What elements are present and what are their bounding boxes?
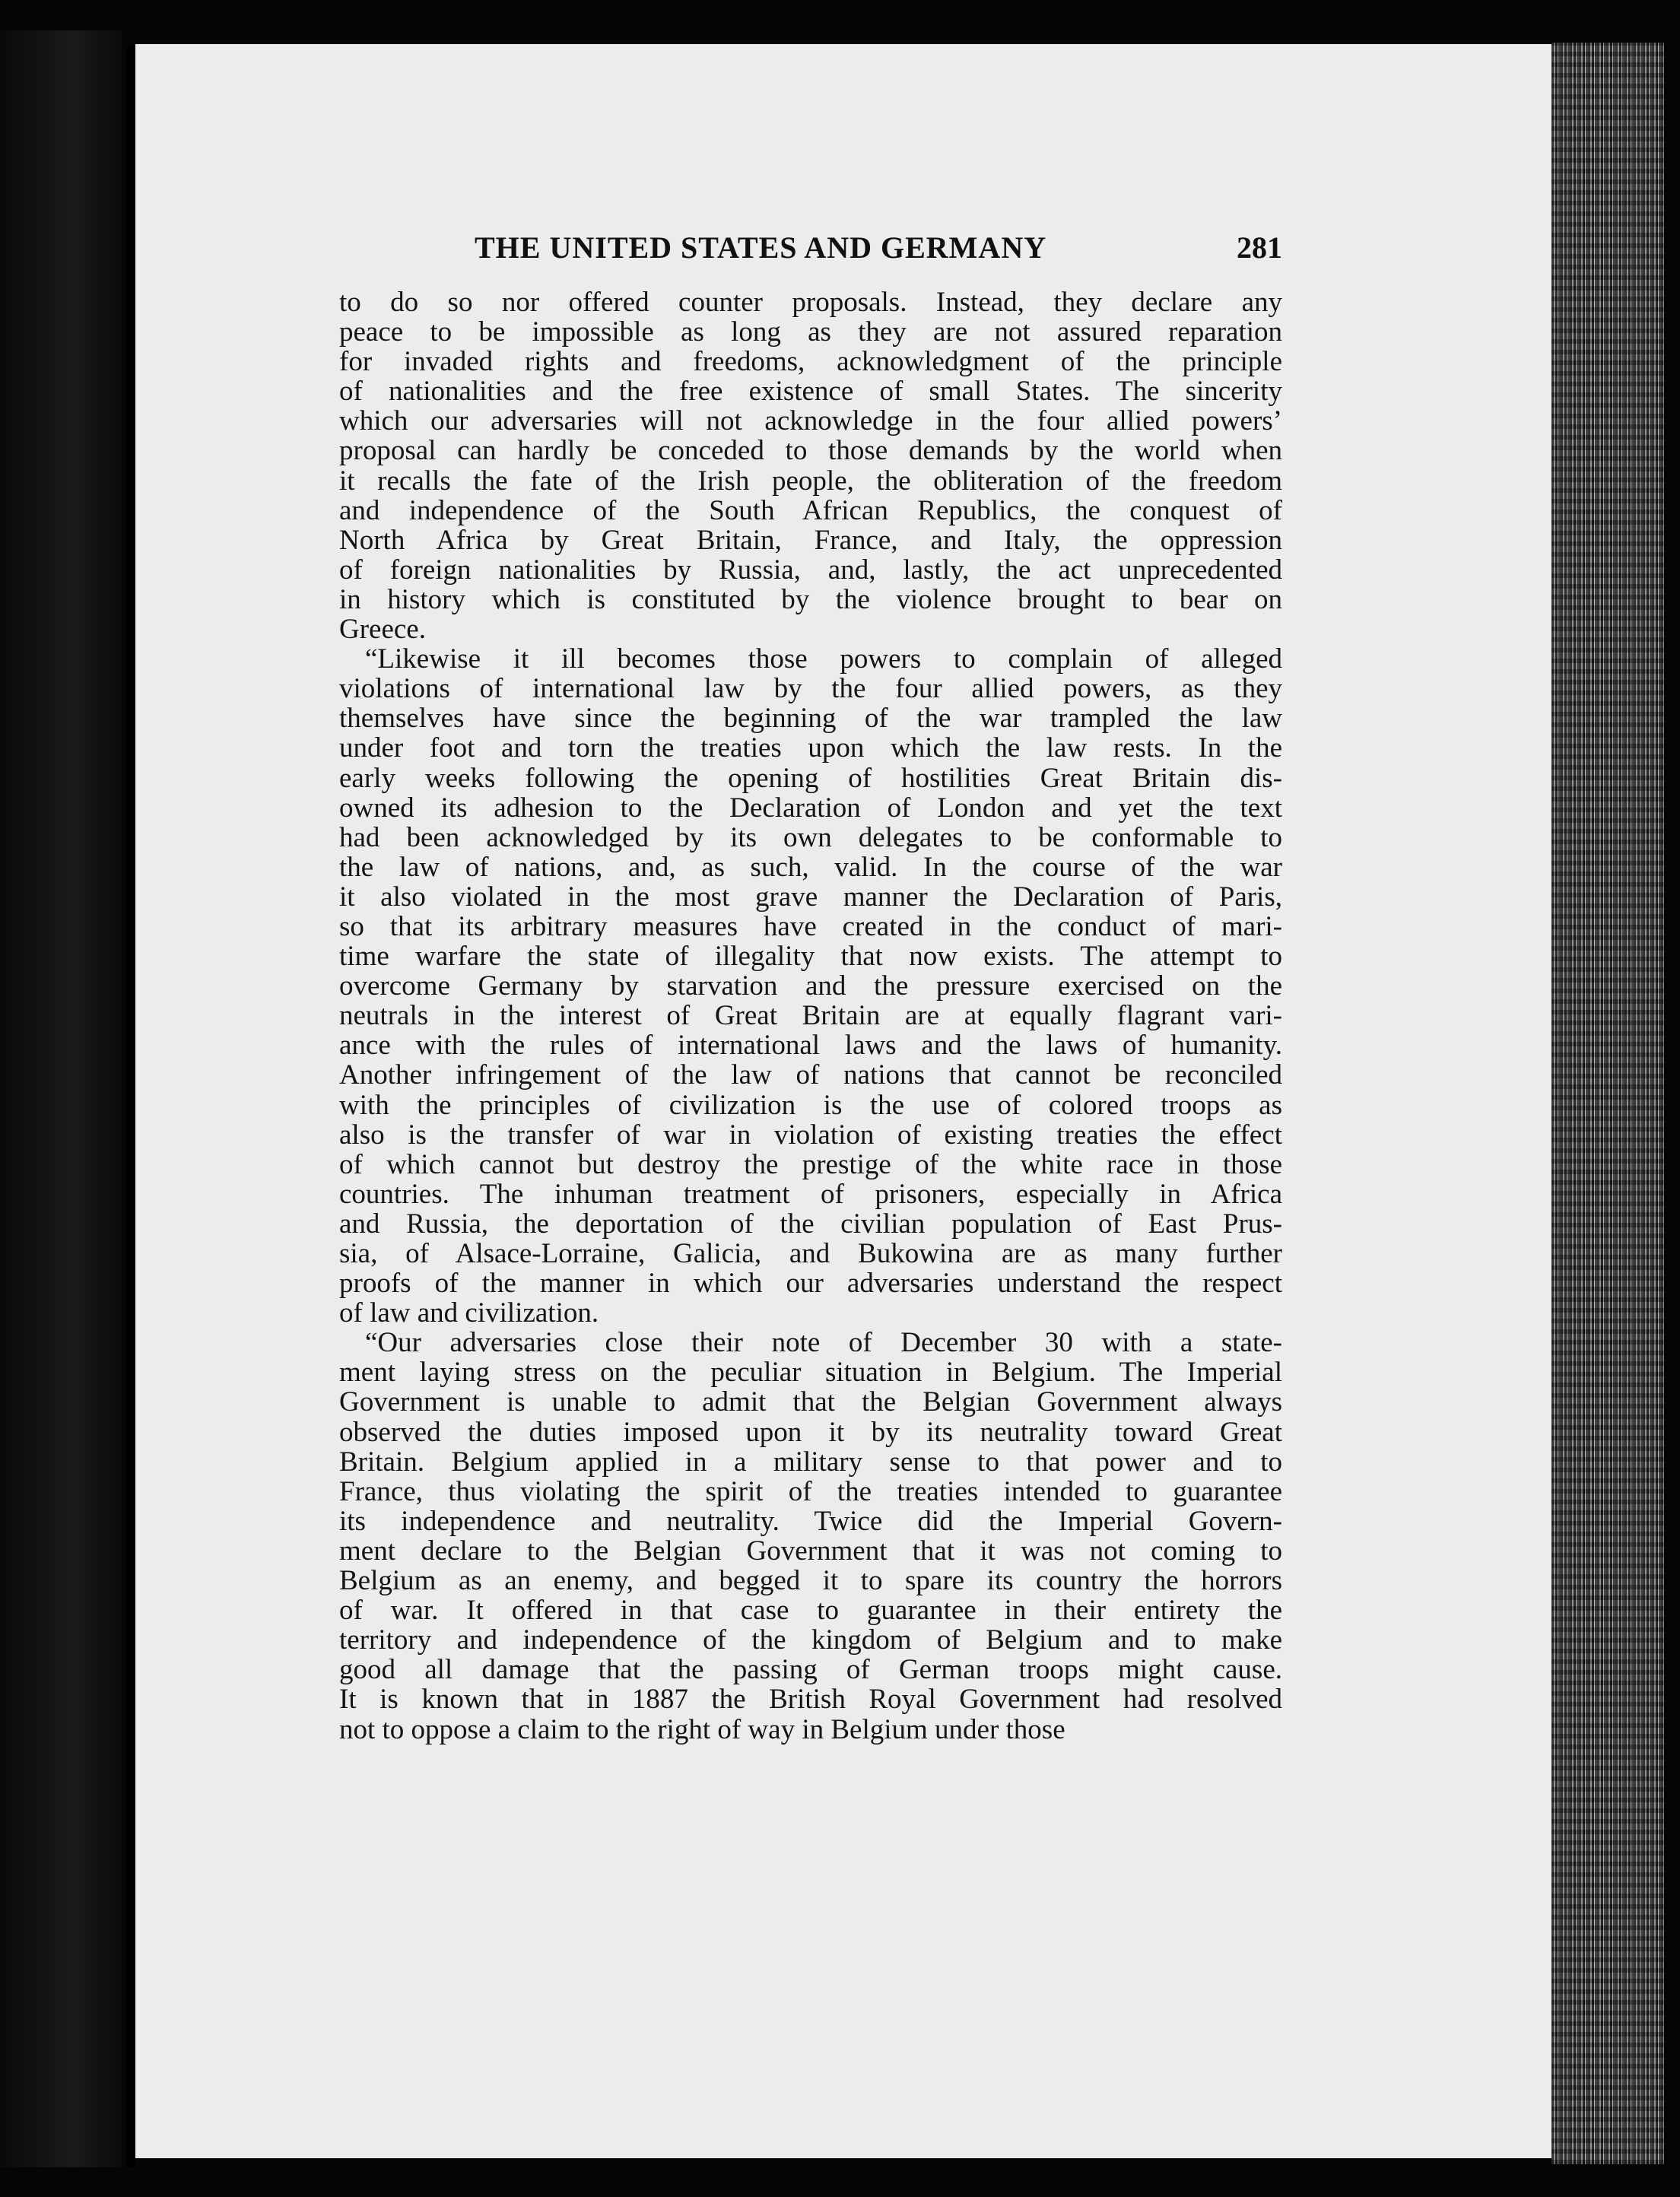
text-line: sia, of Alsace-Lorraine, Galicia, and Bukowina are as many further xyxy=(339,1238,1282,1269)
text-line: peace to be impossible as long as they are not assured reparation xyxy=(339,316,1282,348)
text-line: and independence of the South African Republics, the conquest of xyxy=(339,494,1282,526)
text-line: owned its adhesion to the Declaration of London and yet the text xyxy=(339,792,1282,824)
text-line: of nationalities and the free existence of small States. The sincerity xyxy=(339,376,1282,408)
text-line: Government is unable to admit that the Belgian Government always xyxy=(339,1386,1282,1418)
text-line: early weeks following the opening of hostilities Great Britain dis- xyxy=(339,762,1282,794)
text-line: of foreign nationalities by Russia, and, lastly, the act unprecedented xyxy=(339,554,1282,586)
text-line: North Africa by Great Britain, France, and Italy, the oppression xyxy=(339,524,1282,556)
text-line: the law of nations, and, as such, valid. In the course of the war xyxy=(339,851,1282,883)
paragraph xyxy=(339,1328,1282,1744)
text-line: ment declare to the Belgian Government that it was not coming to xyxy=(339,1535,1282,1567)
text-line: neutrals in the interest of Great Britain are at equally flagrant vari- xyxy=(339,1000,1282,1032)
text-line: territory and independence of the kingdom of Belgium and to make xyxy=(339,1624,1282,1656)
text-line: to do so nor offered counter proposals. Instead, they declare any xyxy=(339,287,1282,318)
text-line: overcome Germany by starvation and the pressure exercised on the xyxy=(339,970,1282,1002)
text-line: violations of international law by the four allied powers, as they xyxy=(339,673,1282,705)
text-line: of law and civilization. xyxy=(339,1297,599,1329)
text-line: it also violated in the most grave manner the Declaration of Paris, xyxy=(339,881,1282,913)
text-line: in history which is constituted by the violence brought to bear on xyxy=(339,583,1282,615)
text-line: time warfare the state of illegality that now exists. The attempt to xyxy=(339,941,1282,973)
text-line: under foot and torn the treaties upon which the law rests. In the xyxy=(339,732,1282,764)
text-line: Greece. xyxy=(339,614,426,646)
text-line: so that its arbitrary measures have created in the conduct of mari- xyxy=(339,910,1282,942)
text-line: “Our adversaries close their note of December 30 with a state- xyxy=(365,1327,1282,1359)
text-line: also is the transfer of war in violation of existing treaties the effect xyxy=(339,1119,1282,1151)
text-line: “Likewise it ill becomes those powers to complain of alleged xyxy=(365,643,1282,675)
text-line: and Russia, the deportation of the civilian population of East Prus- xyxy=(339,1208,1282,1240)
text-line: of which cannot but destroy the prestige of the white race in those xyxy=(339,1148,1282,1180)
text-line: with the principles of civilization is the use of colored troops as xyxy=(339,1089,1282,1121)
text-line: which our adversaries will not acknowledge in the four allied powers’ xyxy=(339,405,1282,437)
text-line: of war. It offered in that case to guarantee in their entirety the xyxy=(339,1595,1282,1627)
body-text xyxy=(339,287,1282,1745)
text-line: had been acknowledged by its own delegates to be conformable to xyxy=(339,821,1282,853)
text-line: observed the duties imposed upon it by its neutrality toward Great xyxy=(339,1416,1282,1448)
text-line: Another infringement of the law of nations that cannot be reconciled xyxy=(339,1059,1282,1091)
paragraph xyxy=(339,287,1282,644)
text-line: It is known that in 1887 the British Royal Government had resolved xyxy=(339,1684,1282,1716)
text-line: not to oppose a claim to the right of way in Belgium under those xyxy=(339,1713,1065,1745)
text-line: its independence and neutrality. Twice did the Imperial Govern- xyxy=(339,1505,1282,1537)
text-line: Britain. Belgium applied in a military sense to that power and to xyxy=(339,1446,1282,1478)
text-line: proofs of the manner in which our adversaries understand the respect xyxy=(339,1268,1282,1300)
paragraph xyxy=(339,644,1282,1328)
text-line: for invaded rights and freedoms, acknowledgment of the principle xyxy=(339,346,1282,378)
text-line: proposal can hardly be conceded to those demands by the world when xyxy=(339,435,1282,467)
text-line: countries. The inhuman treatment of prisoners, especially in Africa xyxy=(339,1178,1282,1210)
text-line: themselves have since the beginning of the war trampled the law xyxy=(339,703,1282,735)
text-line: ment laying stress on the peculiar situation in Belgium. The Imperial xyxy=(339,1357,1282,1389)
running-header xyxy=(339,230,1282,275)
text-line: Belgium as an enemy, and begged it to spare its country the horrors xyxy=(339,1565,1282,1597)
page-fore-edge-shading xyxy=(1551,43,1664,2164)
running-title: THE UNITED STATES AND GERMANY xyxy=(475,230,1047,265)
page-number: 281 xyxy=(1237,230,1282,265)
text-line: ance with the rules of international laws and the laws of humanity. xyxy=(339,1030,1282,1062)
text-line: good all damage that the passing of German troops might cause. xyxy=(339,1654,1282,1686)
text-line: it recalls the fate of the Irish people, the obliteration of the freedom xyxy=(339,465,1282,497)
facing-page-edge xyxy=(0,30,122,2167)
text-line: France, thus violating the spirit of the treaties intended to guarantee xyxy=(339,1475,1282,1507)
book-gutter xyxy=(126,46,135,2167)
